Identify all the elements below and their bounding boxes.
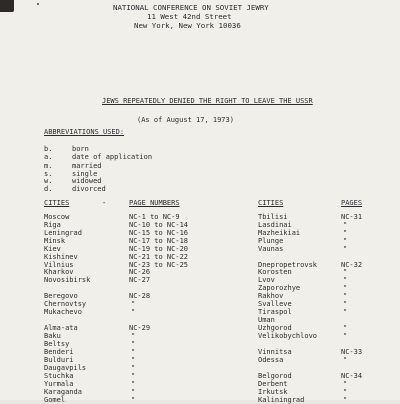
org-name: NATIONAL CONFERENCE ON SOVIET JEWRY [113,3,269,12]
city-name: Vilnius [44,261,74,269]
city-name: Karaganda [44,388,82,396]
page-number: NC-28 [129,292,151,300]
page-number: NC-26 [129,268,151,276]
page-number: " [131,300,136,308]
org-address-line1: 11 West 42nd Street [147,12,232,21]
page-number: NC-19 to NC-20 [129,245,189,253]
city-name: Lvov [258,276,275,284]
city-name: Mukachevo [44,308,82,316]
city-name: Lasdinai [258,221,292,229]
city-name: Plunge [258,237,284,245]
city-name: Uman [258,316,275,324]
city-name: Kharkov [44,268,74,276]
page-number: " [343,268,348,276]
col-header-pages: PAGES [341,199,363,207]
abbreviation-meaning: widowed [72,177,102,185]
page-number: NC-21 to NC-22 [129,253,189,261]
page-number: " [343,284,348,292]
city-name: Yurmala [44,380,74,388]
page-number: NC-34 [341,372,363,380]
page-number: NC-31 [341,213,363,221]
city-name: Vaunas [258,245,284,253]
page-number: " [131,340,136,348]
city-name: Irkutsk [258,388,288,396]
col-header-page-numbers: PAGE NUMBERS [129,199,180,207]
page-number: " [131,348,136,356]
page-number: NC-10 to NC-14 [129,221,189,229]
col-header-cities: CITIES [44,199,70,207]
city-name: Gomel [44,396,66,404]
paper-mark [37,3,39,5]
city-name: Minsk [44,237,66,245]
page-number: " [343,388,348,396]
page-number: " [343,324,348,332]
abbreviation-meaning: date of application [72,153,153,161]
page-number: NC-29 [129,324,151,332]
col-header-cities-right: CITIES [258,199,284,207]
page-number: " [343,245,348,253]
page-number: " [343,292,348,300]
abbreviation-code: b. [44,145,53,153]
city-name: Derbent [258,380,288,388]
page-number: " [343,221,348,229]
city-name: Rakhov [258,292,284,300]
city-name: Baku [44,332,61,340]
document-date: (As of August 17, 1973) [137,116,234,124]
page-number: " [343,300,348,308]
city-name: Stuchka [44,372,74,380]
org-address-line2: New York, New York 10036 [134,21,241,30]
city-name: Alma-ata [44,324,78,332]
page-number: " [131,356,136,364]
city-name: Daugavpils [44,364,87,372]
col-header-dash: - [102,199,107,207]
city-name: Benderi [44,348,74,356]
abbreviation-code: a. [44,153,53,161]
punch-corner [0,0,14,12]
abbreviation-meaning: single [72,170,98,178]
abbreviation-code: m. [44,162,53,170]
page-number: " [131,380,136,388]
document-title: JEWS REPEATEDLY DENIED THE RIGHT TO LEAVE THE USSR [102,97,313,105]
city-name: Kishinev [44,253,78,261]
page-number: NC-33 [341,348,363,356]
city-name: Zaporozhye [258,284,301,292]
page-number: NC-32 [341,261,363,269]
city-name: Uzhgorod [258,324,292,332]
city-name: Belgorod [258,372,292,380]
abbreviation-code: d. [44,185,53,193]
city-name: Vinnitsa [258,348,292,356]
page-number: " [343,237,348,245]
page-number: " [343,396,348,404]
page-number: NC-15 to NC-16 [129,229,189,237]
city-name: Kaliningrad [258,396,305,404]
page-number: NC-17 to NC-18 [129,237,189,245]
city-name: Mazheikiai [258,229,301,237]
page-number: " [131,396,136,404]
page-number: " [131,308,136,316]
city-name: Odessa [258,356,284,364]
city-name: Bulduri [44,356,74,364]
city-name: Dnepropetrovsk [258,261,318,269]
city-name: Beltsy [44,340,70,348]
abbreviation-code: w. [44,177,53,185]
city-name: Korosten [258,268,292,276]
abbreviations-heading: ABBREVIATIONS USED: [44,128,125,136]
city-name: Svalleve [258,300,292,308]
city-name: Tiraspol [258,308,292,316]
page-number: " [131,388,136,396]
abbreviation-meaning: married [72,162,102,170]
page-number: " [343,276,348,284]
page-number: " [343,308,348,316]
page-number: " [343,332,348,340]
page-number: " [131,372,136,380]
city-name: Tbilisi [258,213,288,221]
city-name: Moscow [44,213,70,221]
page-number: NC-27 [129,276,151,284]
city-name: Beregovo [44,292,78,300]
page-number: " [343,356,348,364]
abbreviation-meaning: born [72,145,89,153]
page-number: " [343,380,348,388]
city-name: Velikobychlovo [258,332,318,340]
page-number: NC-1 to NC-9 [129,213,180,221]
city-name: Novosibirsk [44,276,91,284]
city-name: Kiev [44,245,61,253]
city-name: Leningrad [44,229,82,237]
city-name: Riga [44,221,61,229]
abbreviation-meaning: divorced [72,185,106,193]
city-name: Chernovtsy [44,300,87,308]
page-number: " [131,332,136,340]
page-number: " [343,229,348,237]
page-number: " [131,364,136,372]
page-number: NC-23 to NC-25 [129,261,189,269]
abbreviation-code: s. [44,170,53,178]
